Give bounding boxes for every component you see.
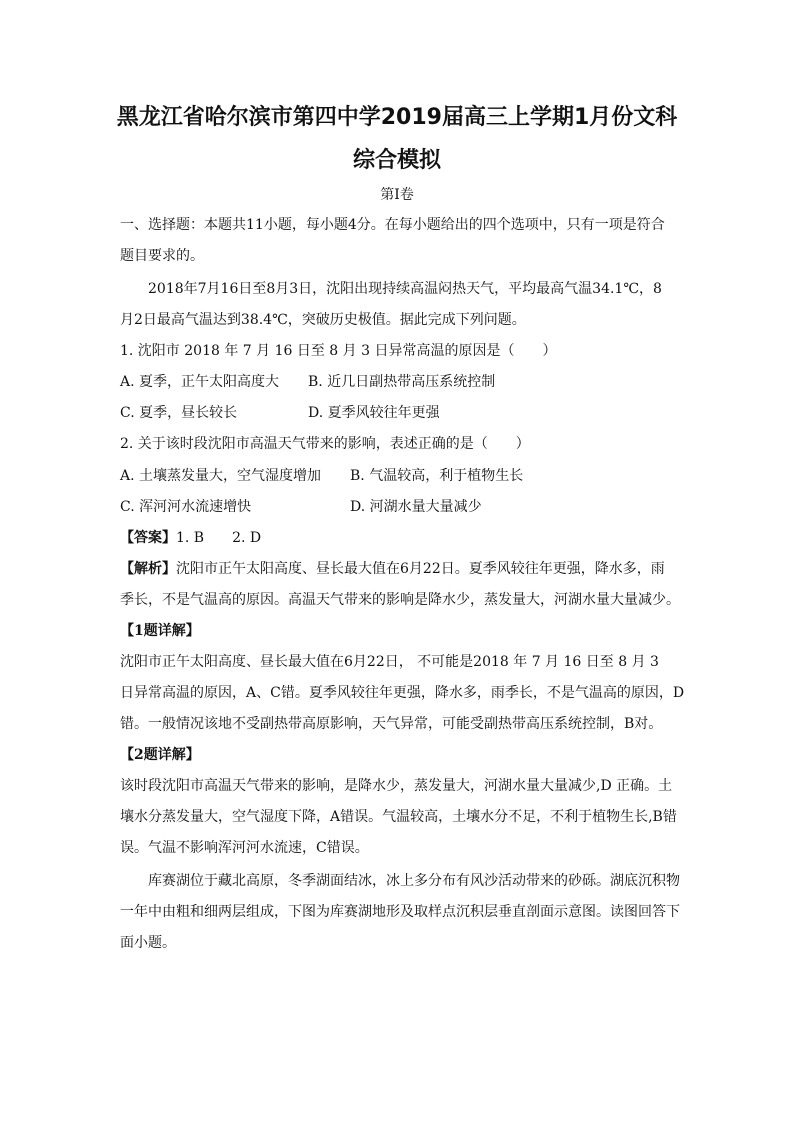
question-1-option-b: B. 近几日副热带高压系统控制 [308,374,496,390]
detail-1-label: 【1题详解】 [120,623,200,639]
answer-row [120,528,261,548]
instructions-line-1: 一、选择题：本题共11小题，每小题4分。在每小题给出的四个选项中，只有一项是符合 [120,217,665,233]
question-2-option-d: D. 河湖水量大量减少 [350,499,482,515]
detail-2-line-1: 该时段沈阳市高温天气带来的影响，是降水少，蒸发量大，河湖水量大量减少,D 正确。土 [120,778,673,794]
detail-2-line-3: 误。气温不影响浑河河水流速，C错误。 [120,840,369,856]
detail-1-line-3: 错。一般情况该地不受副热带高原影响，天气异常，可能受副热带高压系统控制，B对。 [120,716,663,732]
section-label: 第I卷 [380,187,414,203]
detail-2-label: 【2题详解】 [120,747,200,763]
document-title-line-2: 综合模拟 [352,148,441,173]
passage2-line-3: 面小题。 [120,935,176,951]
question-1-option-c: C. 夏季，昼长较长 [120,405,238,421]
detail-2-line-2: 壤水分蒸发量大，空气湿度下降，A错误。气温较高，土壤水分不足，不利于植物生长,B错 [120,809,677,825]
passage1-line-1: 2018年7月16日至8月3日，沈阳出现持续高温闷热天气，平均最高气温34.1℃，8 [148,281,662,297]
analysis-line-2: 季长，不是气温高的原因。高温天气带来的影响是降水少，蒸发量大，河湖水量大量减少。 [120,592,680,608]
detail-1-line-2: 日异常高温的原因，A、C错。夏季风较往年更强，降水多，雨季长，不是气温高的原因，D [120,685,685,701]
detail-1-line-1: 沈阳市正午太阳高度、昼长最大值在6月22日， 不可能是2018 年 7 月 16 日至 8 月 3 [120,654,659,670]
passage2-line-2: 一年中由粗和细两层组成，下图为库赛湖地形及取样点沉积层垂直剖面示意图。读图回答下 [120,904,680,920]
analysis-label: 【解析】 [120,561,176,577]
passage2-line-1: 库赛湖位于藏北高原，冬季湖面结冰，冰上多分布有风沙活动带来的砂砾。湖底沉积物 [148,873,680,889]
answer-label: 【答案】 [120,530,176,546]
analysis-line-1 [120,559,665,579]
passage1-line-2: 月2日最高气温达到38.4℃，突破历史极值。据此完成下列问题。 [120,312,526,328]
question-1-stem: 1. 沈阳市 2018 年 7 月 16 日至 8 月 3 日异常高温的原因是（ ） [120,343,557,359]
question-2-option-b: B. 气温较高，利于植物生长 [350,468,524,484]
question-1-option-d: D. 夏季风较往年更强 [308,405,440,421]
question-2-option-a: A. 土壤蒸发量大，空气湿度增加 [120,468,322,484]
question-2-option-c: C. 浑河河水流速增快 [120,499,252,515]
analysis-text-1: 沈阳市正午太阳高度、昼长最大值在6月22日。夏季风较往年更强，降水多，雨 [176,561,665,577]
answer-text: 1. B 2. D [176,530,262,546]
question-2-stem: 2. 关于该时段沈阳市高温天气带来的影响，表述正确的是（ ） [120,436,530,452]
question-1-option-a: A. 夏季，正午太阳高度大 [120,374,280,390]
document-title-line-1: 黑龙江省哈尔滨市第四中学2019届高三上学期1月份文科 [116,105,678,130]
instructions-line-2: 题目要求的。 [120,248,204,264]
